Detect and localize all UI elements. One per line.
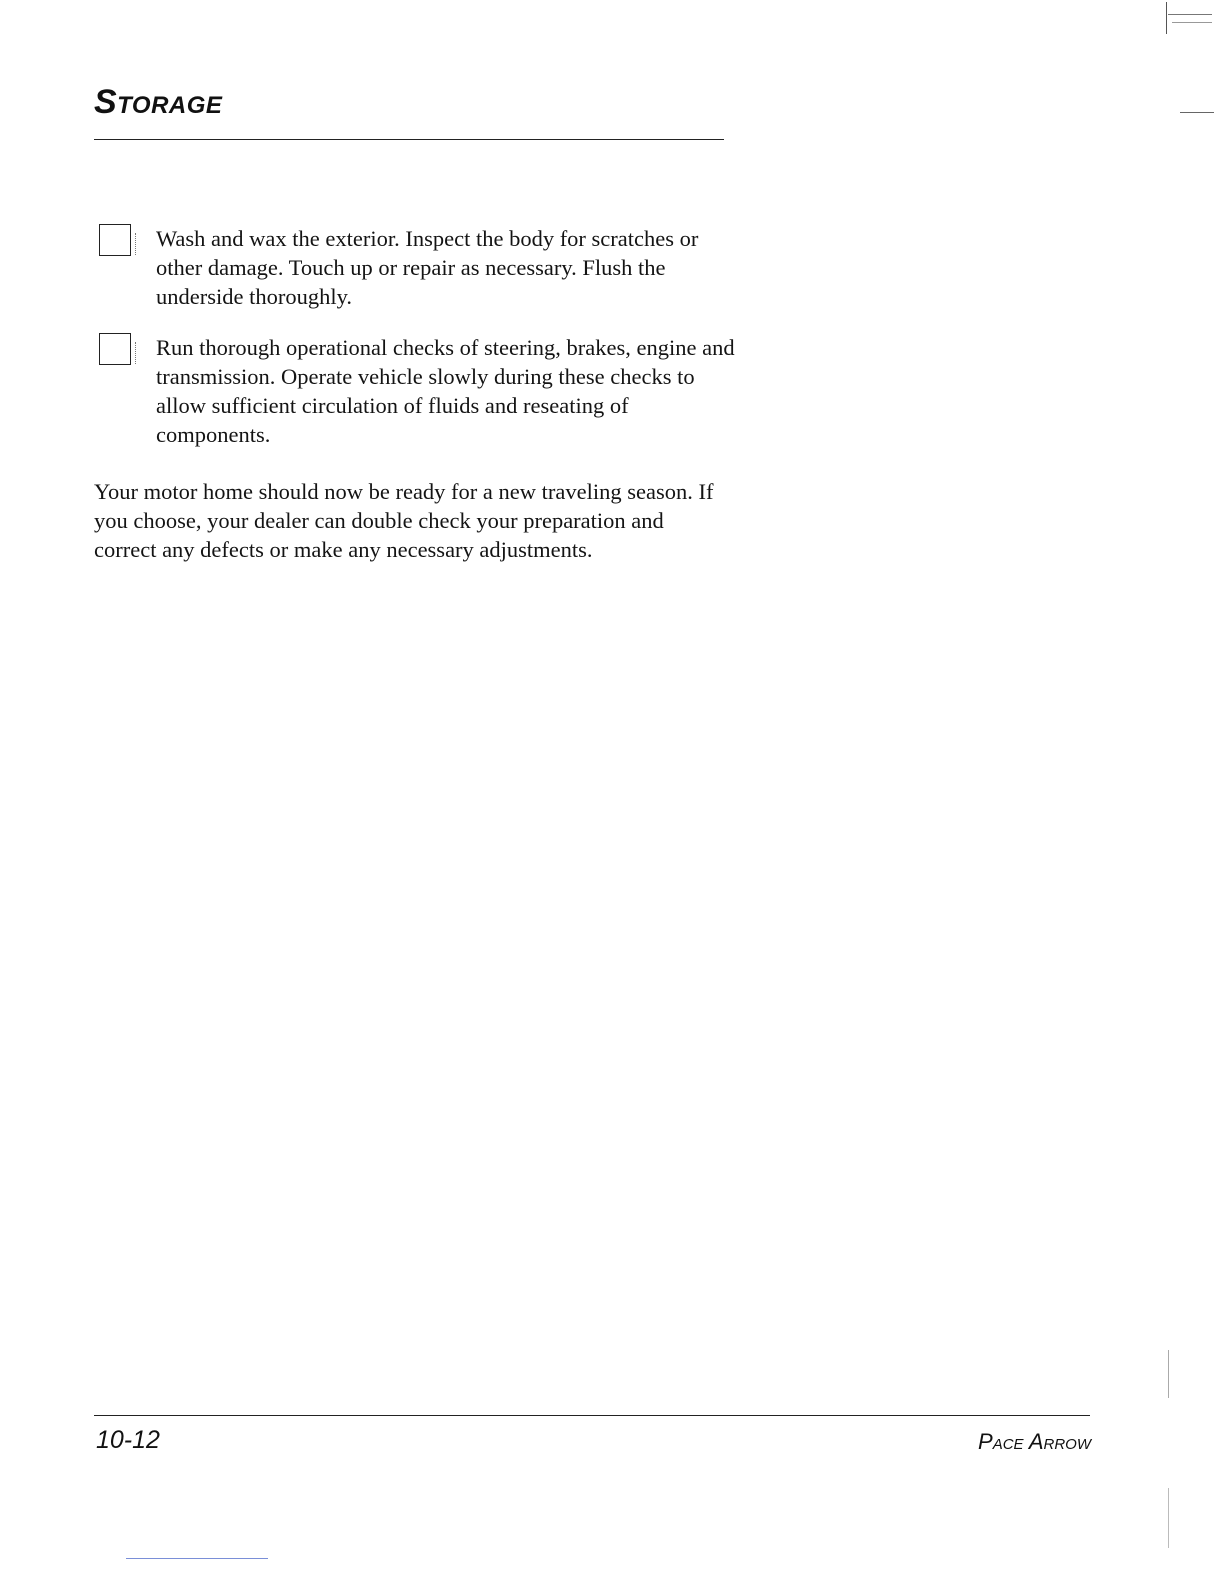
scan-mark xyxy=(1168,14,1212,15)
title-divider xyxy=(94,139,724,140)
scan-mark xyxy=(1172,22,1212,23)
checkbox[interactable] xyxy=(99,224,131,256)
checklist-item-text: Wash and wax the exterior. Inspect the body for scratches or other damage. Touch up or repair as necessary. Flush the underside thoroughly. xyxy=(156,226,699,309)
scan-mark xyxy=(1180,112,1214,113)
scan-mark xyxy=(126,1558,268,1559)
closing-paragraph: Your motor home should now be ready for a new traveling season. If you choose, your dealer can double check your preparation and correct any defects or make any necessary adjustments. xyxy=(94,479,714,562)
footer-brand: Pace Arrow xyxy=(978,1429,1091,1454)
page-number: 10-12 xyxy=(96,1426,160,1454)
footer-divider xyxy=(94,1415,1090,1416)
scan-mark xyxy=(1168,1488,1169,1548)
scan-mark xyxy=(1168,1350,1169,1398)
checklist-item-text: Run thorough operational checks of steering, brakes, engine and transmission. Operate vehicle slowly during these checks to allow sufficient circulation of fluids and reseating of components. xyxy=(156,335,735,447)
checklist xyxy=(96,224,736,471)
section-title: Storage xyxy=(94,83,223,121)
checklist-item xyxy=(96,224,736,311)
checklist-item xyxy=(96,333,736,449)
scan-mark xyxy=(1166,2,1167,34)
checkbox[interactable] xyxy=(99,333,131,365)
